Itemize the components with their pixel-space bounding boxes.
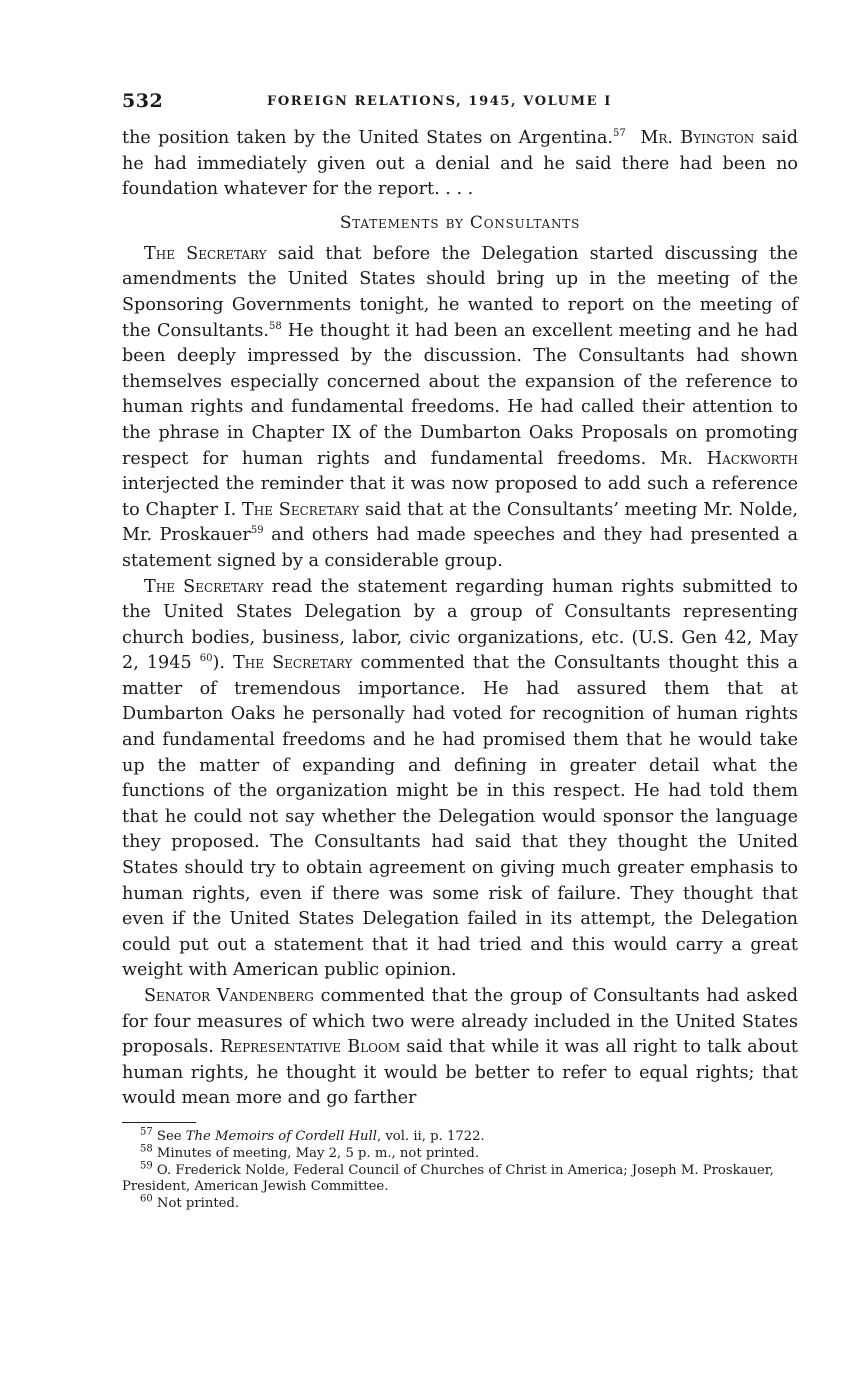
p2-text-e: and others had made speeches and they had presented a statement signed by a considerable group.	[122, 525, 798, 571]
footnote-number: 60	[140, 1193, 153, 1205]
p3-text-b: ).	[212, 653, 234, 674]
speaker-hackworth: Mr. Hackworth	[660, 448, 798, 469]
running-title: FOREIGN RELATIONS, 1945, VOLUME I	[267, 94, 612, 109]
speaker-secretary: The Secretary	[144, 576, 264, 597]
footnotes	[122, 1126, 798, 1213]
p1-text-b: said he had immediately given out a denial and he said there had been no foundation whatever for the report. . . .	[122, 128, 798, 200]
speaker-secretary: The Secretary	[233, 653, 353, 674]
paragraph-secretary-report	[122, 242, 798, 575]
footnote-ref-57: 57	[613, 128, 626, 140]
footnote-text: O. Frederick Nolde, Federal Council of Churches of Christ in America; Joseph M. Proskauer, President, American Jewish Committee.	[122, 1162, 774, 1195]
speaker-secretary: The Secretary	[242, 499, 360, 520]
p2-text-c: interjected the reminder that it was now proposed to add such a reference to Chapter I.	[122, 474, 798, 520]
p3-text-a: read the statement regarding human rights submitted to the United States Delegation by a group of Consultants representing church bodies, business, labor, civic organizations, etc. (U.S. Gen 42, May 2, 1945	[122, 576, 798, 674]
footnote-ref-59: 59	[250, 525, 264, 537]
speaker-secretary: The Secretary	[144, 243, 267, 264]
page-number: 532	[122, 90, 164, 112]
running-head	[122, 90, 798, 116]
p1-text-a: the position taken by the United States on Argentina.	[122, 128, 614, 148]
footnote-text: Not printed.	[152, 1196, 240, 1212]
footnote-book-title: The Memoirs of Cordell Hull	[185, 1128, 377, 1144]
footnote-text: Minutes of meeting, May 2, 5 p. m., not printed.	[152, 1145, 480, 1161]
p2-text-d: said that at the Consultants’ meeting Mr. Nolde, Mr. Proskauer	[122, 499, 798, 546]
speaker-vandenberg: Senator Vandenberg	[144, 986, 314, 1006]
p3-text-c: commented that the Consultants thought this a matter of tremendous importance. He had assured them that at Dumbarton Oaks he personally had voted for recognition of human rights and fundamental freedoms and he had promised them that he would take up the matter of expanding and defining in greater detail what the functions of the organization might be in this respect. He had told them that he could not say whether the Delegation would sponsor the language they proposed. The Consultants had said that they thought the United States should try to obtain agreement on giving much greater emphasis to human rights, even if there was some risk of failure. They thought that even if the United States Delegation failed in its attempt, the Delegation could put out a statement that it had tried and this would carry a great weight with American public opinion.	[122, 653, 799, 981]
paragraph-secretary-statement	[122, 575, 798, 985]
page	[122, 90, 798, 1213]
section-heading: Statements by Consultants	[339, 212, 581, 233]
p4-text-a: commented that the group of Consultants had asked for four measures of which two were already included in the United States proposals.	[122, 986, 798, 1058]
speaker-byington: Mr. Byington	[640, 128, 755, 148]
footnote-60	[122, 1193, 798, 1213]
p4-text-b: said that while it was all right to talk about human rights, he thought it would be better to refer to equal rights; that would mean more and go farther	[122, 1037, 799, 1109]
paragraph-vandenberg	[122, 984, 798, 1112]
footnote-57	[122, 1126, 798, 1146]
footnote-ref-58: 58	[268, 320, 282, 332]
footnote-ref-60: 60	[199, 653, 213, 665]
footnote-59	[122, 1160, 798, 1197]
footnote-number: 59	[140, 1160, 153, 1172]
footnote-number: 57	[140, 1126, 153, 1138]
footnote-divider	[122, 1122, 196, 1123]
p2-text-a: said that before the Delegation started discussing the amendments the United States should bring up in the meeting of the Sponsoring Governments tonight, he wanted to report on the meeting of the Consultants.	[122, 243, 798, 341]
speaker-bloom: Representative Bloom	[220, 1037, 401, 1058]
footnote-number: 58	[140, 1143, 153, 1155]
body-text	[122, 126, 798, 1112]
paragraph-continuation	[122, 126, 798, 203]
p2-text-b: He thought it had been an excellent meeting and he had been deeply impressed by the discussion. The Consultants had shown themselves especially concerned about the expansion of the reference to human rights and fundamental freedoms. He had called their attention to the phrase in Chapter IX of the Dumbarton Oaks Proposals on promoting respect for human rights and fundamental freedoms.	[122, 320, 798, 469]
footnote-text: See	[152, 1128, 186, 1144]
footnote-58	[122, 1143, 798, 1163]
footnote-text: , vol. ii, p. 1722.	[376, 1128, 485, 1144]
